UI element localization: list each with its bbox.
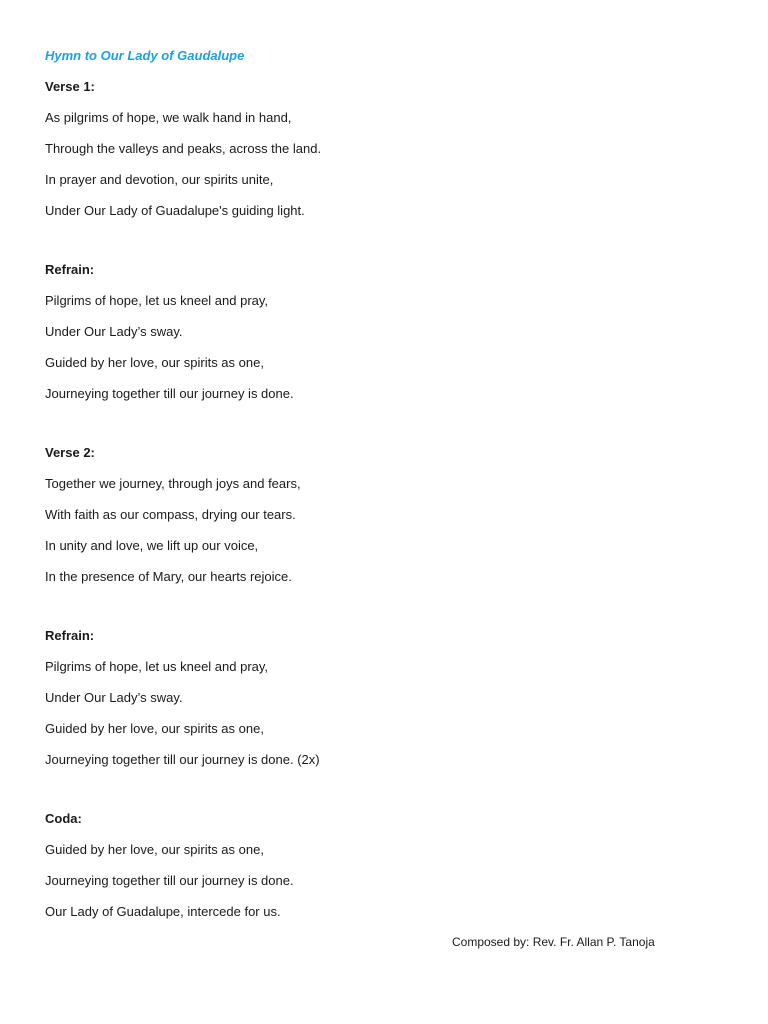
section-verse-2 bbox=[45, 443, 725, 587]
section-refrain-2 bbox=[45, 626, 725, 770]
lyric-line: Guided by her love, our spirits as one, bbox=[45, 842, 264, 857]
lyric-line: Our Lady of Guadalupe, intercede for us. bbox=[45, 904, 281, 919]
lyric-line: Together we journey, through joys and fears, bbox=[45, 476, 301, 491]
lyric-line: In the presence of Mary, our hearts rejoice. bbox=[45, 569, 292, 584]
lyric-line: Journeying together till our journey is done. (2x) bbox=[45, 752, 320, 767]
section-gap bbox=[45, 415, 725, 443]
section-heading: Verse 2: bbox=[45, 445, 95, 460]
section-gap bbox=[45, 598, 725, 626]
section-refrain-1 bbox=[45, 260, 725, 404]
lyric-line: Under Our Lady of Guadalupe's guiding light. bbox=[45, 203, 305, 218]
lyric-line: In prayer and devotion, our spirits unite, bbox=[45, 172, 274, 187]
section-heading: Coda: bbox=[45, 811, 82, 826]
lyric-line: In unity and love, we lift up our voice, bbox=[45, 538, 259, 553]
lyric-line: Guided by her love, our spirits as one, bbox=[45, 721, 264, 736]
lyric-line: With faith as our compass, drying our tears. bbox=[45, 507, 296, 522]
section-heading: Refrain: bbox=[45, 262, 95, 277]
section-coda bbox=[45, 809, 725, 922]
composer-credit: Composed by: Rev. Fr. Allan P. Tanoja bbox=[452, 935, 655, 949]
section-heading: Verse 1: bbox=[45, 79, 95, 94]
lyric-line: Guided by her love, our spirits as one, bbox=[45, 355, 264, 370]
hymn-title: Hymn to Our Lady of Gaudalupe bbox=[45, 48, 245, 63]
lyric-line: Journeying together till our journey is done. bbox=[45, 386, 294, 401]
section-gap bbox=[45, 232, 725, 260]
lyric-line: Pilgrims of hope, let us kneel and pray, bbox=[45, 293, 269, 308]
hymn-document bbox=[45, 46, 725, 933]
section-verse-1 bbox=[45, 77, 725, 221]
lyric-line: Journeying together till our journey is done. bbox=[45, 873, 294, 888]
lyric-line: As pilgrims of hope, we walk hand in hand, bbox=[45, 110, 292, 125]
section-heading: Refrain: bbox=[45, 628, 95, 643]
lyric-line: Under Our Lady’s sway. bbox=[45, 324, 183, 339]
section-gap bbox=[45, 781, 725, 809]
lyric-line: Pilgrims of hope, let us kneel and pray, bbox=[45, 659, 269, 674]
lyric-line: Through the valleys and peaks, across the land. bbox=[45, 141, 322, 156]
lyric-line: Under Our Lady’s sway. bbox=[45, 690, 183, 705]
